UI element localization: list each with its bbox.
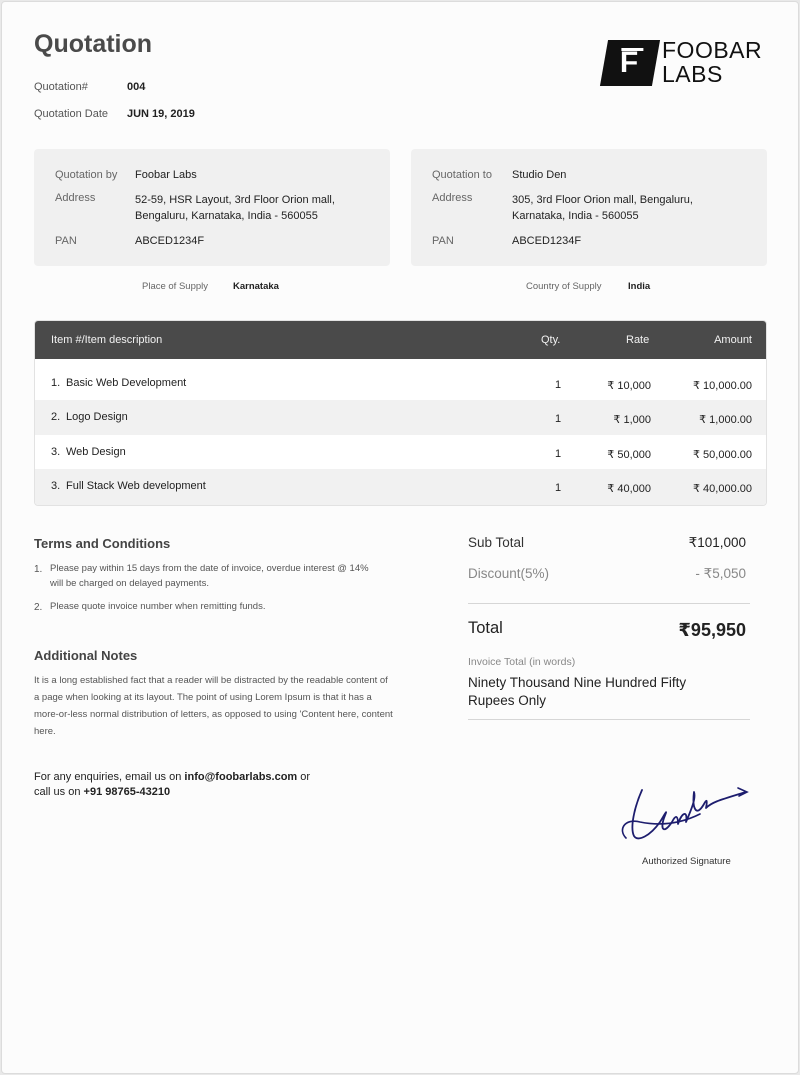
row-amount: ₹ 10,000.00 bbox=[693, 380, 752, 392]
header-qty: Qty. bbox=[541, 334, 561, 346]
logo-line-1: FOOBAR bbox=[662, 37, 763, 63]
row-amount: ₹ 40,000.00 bbox=[693, 483, 752, 495]
row-rate: ₹ 10,000 bbox=[607, 380, 651, 392]
row-amount: ₹ 1,000.00 bbox=[699, 414, 752, 426]
quotation-to-panel bbox=[411, 149, 767, 266]
logo-mark-icon bbox=[600, 40, 660, 86]
table-row bbox=[35, 469, 767, 506]
quotation-number-label: Quotation# bbox=[34, 81, 88, 93]
from-pan-label: PAN bbox=[55, 235, 77, 247]
place-of-supply: Karnataka bbox=[233, 281, 279, 292]
table-row bbox=[35, 435, 767, 470]
contact-info bbox=[34, 770, 310, 800]
term-number: 1. bbox=[34, 564, 43, 575]
notes-title: Additional Notes bbox=[34, 648, 138, 663]
total-in-words-label: Invoice Total (in words) bbox=[468, 656, 576, 668]
terms-title: Terms and Conditions bbox=[34, 536, 171, 551]
to-address-line-1: 305, 3rd Floor Orion mall, Bengaluru, bbox=[512, 194, 693, 206]
quotation-page bbox=[1, 1, 799, 1074]
row-rate: ₹ 1,000 bbox=[613, 414, 651, 426]
row-qty: 1 bbox=[555, 482, 562, 494]
total-value: ₹95,950 bbox=[678, 620, 746, 640]
subtotal-value: ₹101,000 bbox=[688, 535, 746, 550]
place-of-supply-label: Place of Supply bbox=[142, 281, 209, 292]
from-address-label: Address bbox=[55, 192, 96, 204]
logo-line-2: LABS bbox=[662, 61, 723, 87]
header-amount: Amount bbox=[714, 334, 752, 346]
total-in-words-line-1: Ninety Thousand Nine Hundred Fifty bbox=[468, 675, 687, 690]
total-in-words-line-2: Rupees Only bbox=[468, 693, 547, 708]
table-row bbox=[35, 400, 767, 435]
country-of-supply-label: Country of Supply bbox=[526, 281, 602, 292]
discount-value: - ₹5,050 bbox=[695, 566, 746, 581]
quotation-date: JUN 19, 2019 bbox=[127, 108, 195, 120]
to-address-line-2: Karnataka, India - 560055 bbox=[512, 210, 639, 222]
table-row bbox=[35, 366, 767, 401]
quotation-to-name: Studio Den bbox=[512, 169, 567, 181]
signature-image bbox=[620, 778, 752, 844]
quotation-date-label: Quotation Date bbox=[34, 108, 108, 120]
logo-glyph: F bbox=[619, 46, 639, 79]
contact-prefix: For any enquiries, email us on bbox=[34, 771, 185, 783]
table-header bbox=[35, 321, 767, 359]
term-text: Please quote invoice number when remitting funds. bbox=[50, 601, 266, 612]
contact-email[interactable]: info@foobarlabs.com bbox=[184, 771, 298, 783]
discount-label: Discount(5%) bbox=[468, 566, 550, 581]
country-of-supply: India bbox=[628, 281, 651, 292]
signature-label: Authorized Signature bbox=[642, 856, 731, 867]
row-number: 1. bbox=[51, 377, 61, 389]
contact-phone-prefix: call us on bbox=[34, 786, 84, 798]
contact-phone[interactable]: +91 98765-43210 bbox=[83, 786, 171, 798]
term-text bbox=[50, 561, 369, 591]
row-rate: ₹ 50,000 bbox=[607, 449, 651, 461]
company-logo bbox=[600, 38, 780, 88]
words-divider bbox=[468, 719, 750, 720]
row-description: Web Design bbox=[66, 446, 126, 458]
row-number: 2. bbox=[51, 411, 61, 423]
items-table bbox=[34, 320, 767, 506]
to-address-label: Address bbox=[432, 192, 473, 204]
subtotal-label: Sub Total bbox=[468, 535, 525, 550]
header-item: Item #/Item description bbox=[51, 334, 163, 346]
row-qty: 1 bbox=[555, 379, 562, 391]
summary-divider bbox=[468, 603, 750, 604]
header-rate: Rate bbox=[626, 334, 650, 346]
quotation-by-panel bbox=[34, 149, 390, 266]
row-qty: 1 bbox=[555, 413, 562, 425]
row-amount: ₹ 50,000.00 bbox=[693, 449, 752, 461]
quotation-by-name: Foobar Labs bbox=[135, 169, 197, 181]
term-line-1: Please pay within 15 days from the date of invoice, overdue interest @ 14% bbox=[50, 563, 369, 574]
row-number: 3. bbox=[51, 480, 61, 492]
from-pan: ABCED1234F bbox=[135, 235, 205, 247]
contact-mid: or bbox=[297, 771, 311, 783]
row-qty: 1 bbox=[555, 448, 562, 460]
term-line-2: will be charged on delayed payments. bbox=[50, 578, 209, 589]
row-description: Logo Design bbox=[66, 411, 128, 423]
page-title: Quotation bbox=[34, 30, 153, 58]
quotation-by-label: Quotation by bbox=[55, 169, 118, 181]
to-pan: ABCED1234F bbox=[512, 235, 582, 247]
total-in-words bbox=[468, 674, 738, 710]
row-number: 3. bbox=[51, 446, 61, 458]
row-description: Full Stack Web development bbox=[66, 480, 206, 492]
term-number: 2. bbox=[34, 602, 43, 613]
from-address-line-2: Bengaluru, Karnataka, India - 560055 bbox=[135, 210, 318, 222]
notes-text: It is a long established fact that a reader will be distracted by the readable content of a page when looking at its layout. The point of using Lorem Ipsum is that it has a more-or-less normal distribution of letters, as opposed to using 'Content here, content here. bbox=[34, 675, 393, 737]
quotation-number: 004 bbox=[127, 81, 146, 93]
quotation-to-label: Quotation to bbox=[432, 169, 492, 181]
to-pan-label: PAN bbox=[432, 235, 454, 247]
total-label: Total bbox=[468, 619, 503, 637]
row-description: Basic Web Development bbox=[66, 377, 187, 389]
logo-wordmark bbox=[662, 38, 762, 86]
from-address-line-1: 52-59, HSR Layout, 3rd Floor Orion mall, bbox=[135, 194, 335, 206]
row-rate: ₹ 40,000 bbox=[607, 483, 651, 495]
